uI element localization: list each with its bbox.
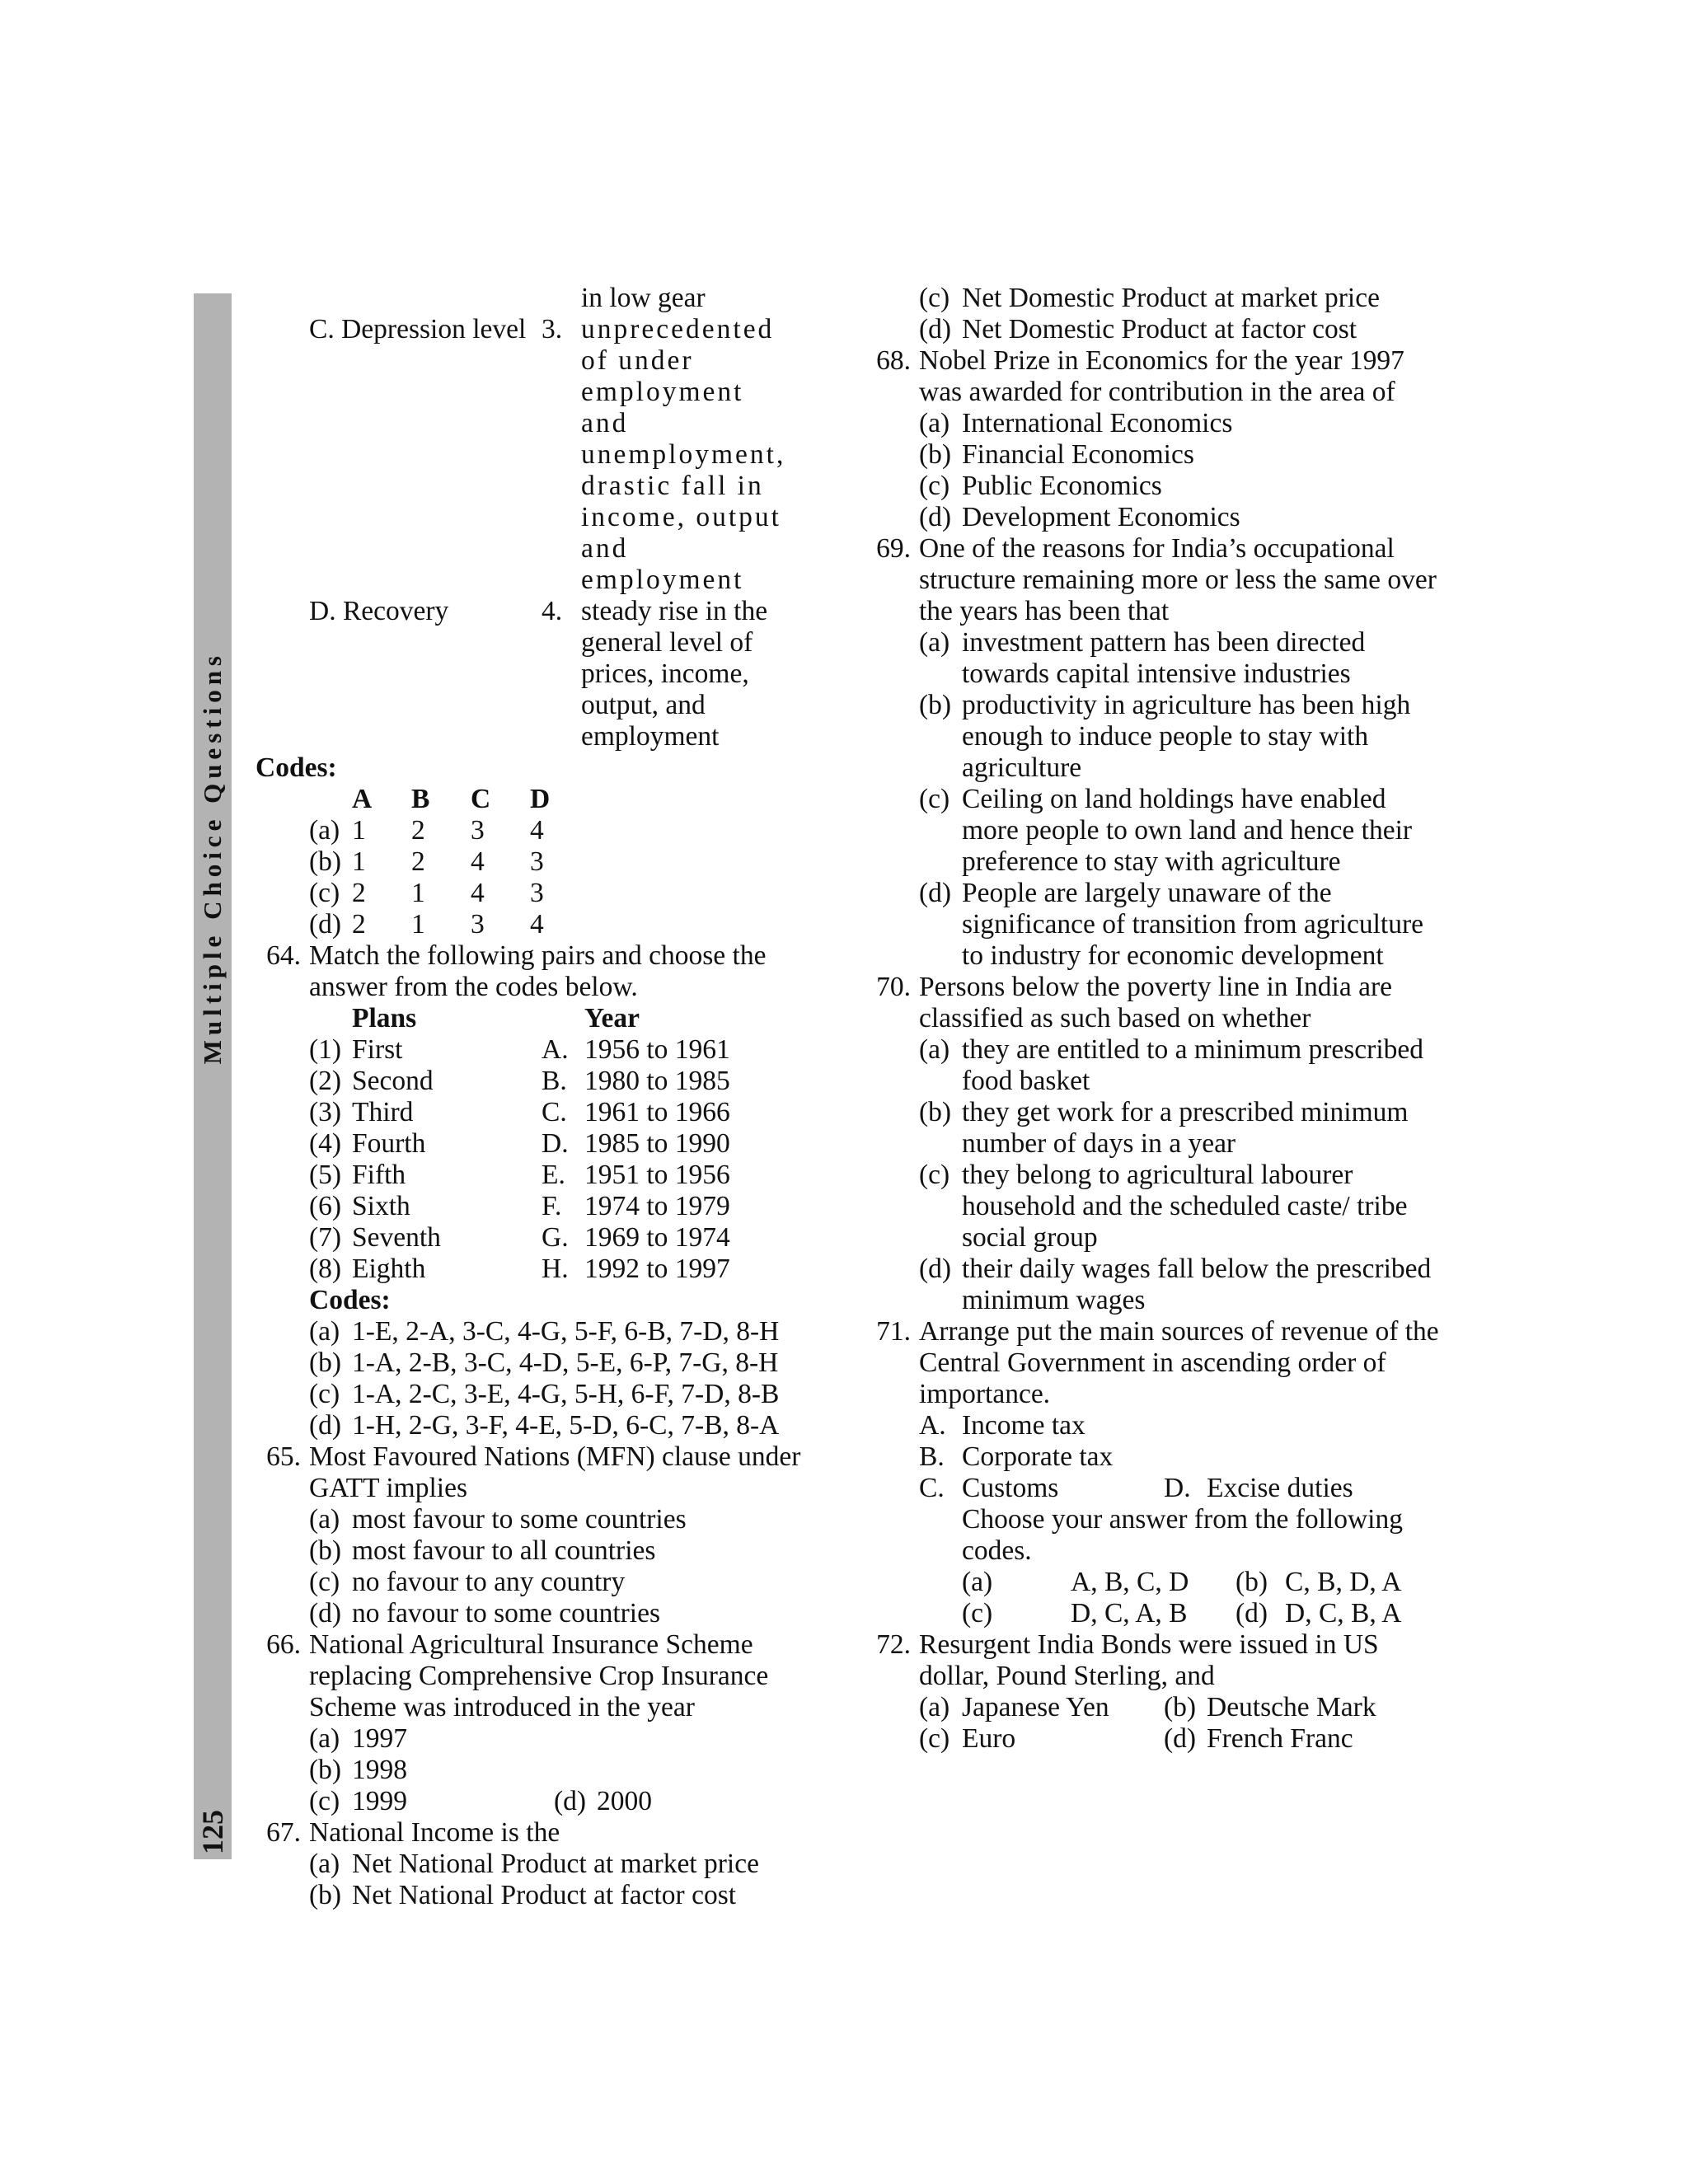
question-text: Most Favoured Nations (MFN) clause under GATT implies (309, 1441, 801, 1503)
pair-letter: B. (542, 1066, 567, 1096)
option-row (256, 1567, 832, 1598)
option-label: (d) (309, 1410, 342, 1441)
option-text: most favour to all countries (352, 1535, 656, 1566)
code-label: (b) (1236, 1567, 1268, 1597)
question-text: National Income is the (309, 1817, 560, 1848)
match-line-text: in low gear (581, 283, 706, 313)
option-label: (a) (309, 1723, 340, 1754)
right-column (865, 283, 1442, 1755)
question-number: 65. (266, 1441, 301, 1472)
option-label: (b) (919, 439, 952, 470)
option-label: (c) (919, 283, 950, 313)
pair-number: (2) (309, 1066, 342, 1096)
option-label: (d) (309, 1598, 342, 1629)
item-label: A. (919, 1410, 946, 1441)
match-left-item (309, 314, 542, 596)
pair-number: (4) (309, 1128, 342, 1159)
question-text: Match the following pairs and choose the answer from the codes below. (309, 940, 767, 1002)
question-65 (256, 1441, 832, 1504)
option-text: productivity in agriculture has been high enough to induce people to stay with agriculture (962, 690, 1411, 783)
codes-cell: 4 (530, 815, 544, 846)
option-label: (b) (1164, 1692, 1197, 1722)
pair-letter: F. (542, 1191, 562, 1221)
item-text: Income tax (962, 1410, 1085, 1441)
option-row (865, 1723, 1442, 1755)
code-label: (d) (1236, 1598, 1268, 1629)
pair-letter: G. (542, 1222, 569, 1253)
option-text: 1997 (352, 1723, 407, 1754)
pair-plan: Third (352, 1097, 414, 1127)
question-number: 66. (266, 1629, 301, 1660)
codes-row (865, 1598, 1442, 1629)
codes-header: B (411, 784, 430, 814)
question-number: 68. (876, 345, 911, 376)
question-70 (865, 972, 1442, 1034)
option-row (865, 1410, 1442, 1441)
option-text: Euro (962, 1723, 1016, 1754)
option-label: (d) (554, 1786, 587, 1816)
codes-option: (a) (309, 815, 340, 846)
option-text: Japanese Yen (962, 1692, 1109, 1722)
option-text: Financial Economics (962, 439, 1194, 470)
option-text: Net Domestic Product at market price (962, 283, 1380, 313)
question-68 (865, 345, 1442, 408)
codes-row (865, 1567, 1442, 1598)
option-row (256, 1849, 832, 1880)
codes-cell: 4 (471, 878, 485, 908)
question-69 (865, 533, 1442, 627)
question-number: 70. (876, 972, 911, 1002)
codes-option: (d) (309, 909, 342, 940)
question-number: 72. (876, 1629, 911, 1660)
codes-cell: 2 (352, 878, 366, 908)
pair-number: (3) (309, 1097, 342, 1127)
code-label: (c) (962, 1598, 993, 1629)
option-row (865, 1160, 1442, 1254)
item-label: Depression level (341, 314, 527, 344)
pair-number: (6) (309, 1191, 342, 1221)
pair-number: (8) (309, 1254, 342, 1284)
instruction-row (865, 1504, 1442, 1567)
option-text: People are largely unaware of the significance of transition from agriculture to industry for economic development (962, 878, 1423, 971)
page-number: 125 (196, 1810, 229, 1854)
codes-cell: 2 (352, 909, 366, 940)
pair-plan: First (352, 1034, 403, 1065)
option-text: they are entitled to a minimum prescribed food basket (962, 1034, 1424, 1096)
option-text: Development Economics (962, 502, 1240, 532)
question-text: Nobel Prize in Economics for the year 1997 was awarded for contribution in the area of (919, 345, 1404, 407)
question-number: 69. (876, 533, 911, 564)
option-row (865, 439, 1442, 471)
option-label: (c) (919, 1723, 950, 1754)
codes-cell: 2 (411, 846, 425, 877)
option-label: (b) (309, 1880, 342, 1910)
option-text: 1998 (352, 1755, 407, 1785)
option-label: (d) (919, 878, 952, 908)
option-text: 1999 (352, 1786, 407, 1816)
pair-number: (5) (309, 1160, 342, 1190)
option-row (256, 1504, 832, 1535)
option-label: (a) (919, 1692, 950, 1722)
pair-plan: Fourth (352, 1128, 426, 1159)
codes-label: Codes: (309, 1285, 391, 1315)
match-continuation (256, 283, 832, 752)
option-label: (a) (919, 408, 950, 438)
pair-letter: A. (542, 1034, 569, 1065)
question-text: National Agricultural Insurance Scheme replacing Comprehensive Crop Insurance Scheme was introduced in the year (309, 1629, 769, 1722)
option-label: (d) (919, 314, 952, 344)
option-label: (b) (309, 1535, 342, 1566)
instruction-text: Choose your answer from the following codes. (962, 1504, 1403, 1566)
option-row (865, 784, 1442, 878)
option-row (256, 1723, 832, 1755)
question-text: One of the reasons for India’s occupational structure remaining more or less the same over the years has been that (919, 533, 1437, 626)
item-label: B. (919, 1441, 945, 1472)
option-row (865, 502, 1442, 533)
option-label: (a) (309, 1316, 340, 1347)
question-text: Persons below the poverty line in India are classified as such based on whether (919, 972, 1392, 1033)
codes-cell: 3 (530, 878, 544, 908)
option-text: 2000 (597, 1786, 652, 1816)
option-text: Public Economics (962, 471, 1162, 501)
pair-letter: E. (542, 1160, 565, 1190)
option-text: they belong to agricultural labourer household and the scheduled caste/ tribe social group (962, 1160, 1408, 1253)
codes-header: C (471, 784, 491, 814)
plans-table (256, 1003, 832, 1316)
pair-letter: H. (542, 1254, 569, 1284)
option-label: (c) (919, 471, 950, 501)
pair-number: (7) (309, 1222, 342, 1253)
option-row (865, 627, 1442, 690)
option-row (865, 878, 1442, 972)
item-text: Excise duties (1207, 1473, 1353, 1503)
codes-cell: 4 (530, 909, 544, 940)
question-72 (865, 1629, 1442, 1692)
option-row (256, 1535, 832, 1567)
option-label: (d) (919, 1254, 952, 1284)
option-row (865, 1254, 1442, 1316)
sidebar-band (194, 293, 232, 1859)
item-label: D. (1164, 1473, 1191, 1503)
code-label: (a) (962, 1567, 993, 1597)
codes-option: (b) (309, 846, 342, 877)
option-row (865, 1692, 1442, 1723)
option-text: Deutsche Mark (1207, 1692, 1376, 1722)
option-label: (b) (919, 1097, 952, 1127)
code-value: D, C, B, A (1285, 1598, 1402, 1629)
option-text: they get work for a prescribed minimum number of days in a year (962, 1097, 1409, 1159)
option-text: 1-H, 2-G, 3-F, 4-E, 5-D, 6-C, 7-B, 8-A (352, 1410, 780, 1441)
option-text: French Franc (1207, 1723, 1353, 1754)
question-number: 71. (876, 1316, 911, 1347)
pair-year: 1980 to 1985 (584, 1066, 730, 1096)
plans-header: Plans (352, 1003, 417, 1033)
pair-year: 1951 to 1956 (584, 1160, 730, 1190)
pair-plan: Fifth (352, 1160, 406, 1190)
item-letter: D. (309, 596, 336, 626)
option-row (256, 1598, 832, 1629)
option-label: (a) (919, 627, 950, 658)
option-text: no favour to any country (352, 1567, 626, 1597)
question-text: Resurgent India Bonds were issued in US dollar, Pound Sterling, and (919, 1629, 1379, 1691)
item-label: Recovery (342, 596, 449, 626)
pair-letter: D. (542, 1128, 569, 1159)
option-label: (a) (309, 1504, 340, 1535)
codes-cell: 1 (352, 815, 366, 846)
item-number: 3. (542, 314, 563, 344)
codes-cell: 1 (411, 909, 425, 940)
option-row (865, 1473, 1442, 1504)
option-row (865, 1441, 1442, 1473)
pair-year: 1961 to 1966 (584, 1097, 730, 1127)
option-text: International Economics (962, 408, 1233, 438)
pair-year: 1992 to 1997 (584, 1254, 730, 1284)
codes-cell: 3 (471, 815, 485, 846)
item-label: C. (919, 1473, 945, 1503)
question-64 (256, 940, 832, 1003)
question-66 (256, 1629, 832, 1723)
option-label: (c) (919, 1160, 950, 1190)
match-left-item (309, 596, 542, 752)
option-row (865, 1097, 1442, 1160)
question-67 (256, 1817, 832, 1849)
option-text: 1-A, 2-C, 3-E, 4-G, 5-H, 6-F, 7-D, 8-B (352, 1379, 780, 1409)
option-row (256, 1316, 832, 1347)
option-row (865, 690, 1442, 784)
match-right-item: steady rise in the general level of prices, income, output, and employment (581, 596, 768, 752)
year-header: Year (584, 1003, 640, 1033)
pair-year: 1956 to 1961 (584, 1034, 730, 1065)
option-text: Ceiling on land holdings have enabled more people to own land and hence their preference to stay with agriculture (962, 784, 1413, 877)
left-column (256, 283, 832, 1911)
option-text: their daily wages fall below the prescribed minimum wages (962, 1254, 1432, 1315)
option-row (256, 1755, 832, 1786)
code-value: C, B, D, A (1285, 1567, 1402, 1597)
option-label: (c) (309, 1786, 340, 1816)
option-row (256, 1786, 832, 1817)
option-label: (c) (919, 784, 950, 814)
option-text: Net National Product at market price (352, 1849, 759, 1879)
option-row (256, 1379, 832, 1410)
option-row (865, 314, 1442, 345)
question-71 (865, 1316, 1442, 1410)
pair-year: 1985 to 1990 (584, 1128, 730, 1159)
option-label: (c) (309, 1567, 340, 1597)
option-text: 1-A, 2-B, 3-C, 4-D, 5-E, 6-P, 7-G, 8-H (352, 1347, 779, 1378)
codes-label: Codes: (256, 752, 337, 783)
pair-plan: Second (352, 1066, 434, 1096)
pair-number: (1) (309, 1034, 342, 1065)
option-text: 1-E, 2-A, 3-C, 4-G, 5-F, 6-B, 7-D, 8-H (352, 1316, 780, 1347)
option-label: (a) (919, 1034, 950, 1065)
codes-cell: 3 (530, 846, 544, 877)
option-label: (d) (919, 502, 952, 532)
codes-cell: 3 (471, 909, 485, 940)
option-text: most favour to some countries (352, 1504, 687, 1535)
codes-cell: 4 (471, 846, 485, 877)
item-number: 4. (542, 596, 563, 626)
option-row (256, 1410, 832, 1441)
running-head: Multiple Choice Questions (198, 651, 227, 1065)
pair-letter: C. (542, 1097, 567, 1127)
question-text: Arrange put the main sources of revenue of the Central Government in ascending order of importance. (919, 1316, 1439, 1409)
code-value: D, C, A, B (1071, 1598, 1188, 1629)
option-label: (c) (309, 1379, 340, 1409)
option-label: (b) (309, 1347, 342, 1378)
codes-header: D (530, 784, 551, 814)
item-letter: C. (309, 314, 335, 344)
option-text: no favour to some countries (352, 1598, 660, 1629)
codes-table (256, 784, 832, 940)
option-row (256, 1880, 832, 1911)
codes-header: A (352, 784, 373, 814)
option-row (256, 1347, 832, 1379)
option-row (865, 408, 1442, 439)
option-label: (b) (309, 1755, 342, 1785)
pair-year: 1969 to 1974 (584, 1222, 730, 1253)
option-row (865, 283, 1442, 314)
question-number: 67. (266, 1817, 301, 1848)
pair-plan: Sixth (352, 1191, 410, 1221)
codes-cell: 2 (411, 815, 425, 846)
option-label: (d) (1164, 1723, 1197, 1754)
item-text: Corporate tax (962, 1441, 1114, 1472)
pair-plan: Eighth (352, 1254, 426, 1284)
match-right-item: unprecedented of under employment and unemployment, drastic fall in income, output and employment (581, 314, 786, 595)
option-text: investment pattern has been directed towards capital intensive industries (962, 627, 1366, 689)
option-text: Net Domestic Product at factor cost (962, 314, 1357, 344)
codes-cell: 1 (411, 878, 425, 908)
pair-year: 1974 to 1979 (584, 1191, 730, 1221)
code-value: A, B, C, D (1071, 1567, 1189, 1597)
question-number: 64. (266, 940, 301, 971)
pair-plan: Seventh (352, 1222, 441, 1253)
codes-cell: 1 (352, 846, 366, 877)
option-text: Net National Product at factor cost (352, 1880, 737, 1910)
item-text: Customs (962, 1473, 1059, 1503)
option-label: (b) (919, 690, 952, 720)
option-label: (a) (309, 1849, 340, 1879)
option-row (865, 1034, 1442, 1097)
codes-option: (c) (309, 878, 340, 908)
option-row (865, 471, 1442, 502)
